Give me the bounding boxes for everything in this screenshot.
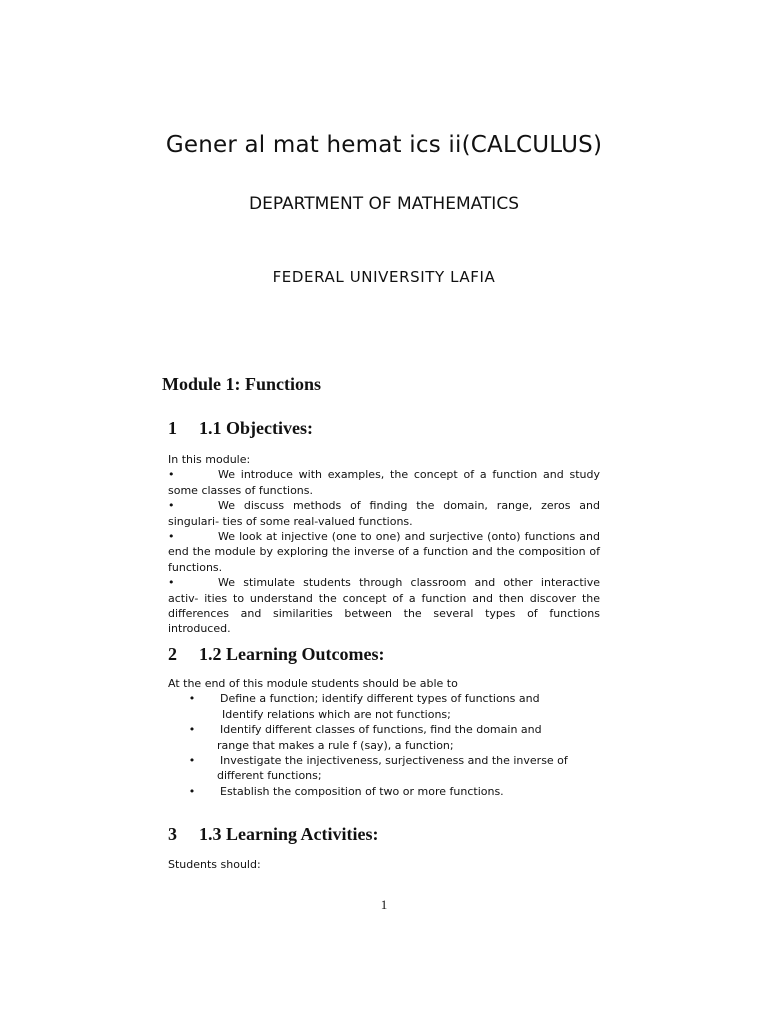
outcome-item <box>168 722 608 753</box>
section-number: 3 <box>168 824 177 844</box>
objective-item <box>168 575 600 637</box>
section-heading-learning-activities <box>168 824 378 845</box>
objective-item <box>168 467 600 498</box>
objectives-block <box>168 452 600 637</box>
outcome-line: Investigate the injectiveness, surjectiveness and the inverse of <box>220 754 568 768</box>
document-title: Gener al mat hemat ics ii(CALCULUS) <box>165 132 603 158</box>
bullet-icon: • <box>188 784 196 798</box>
outcome-item <box>168 691 608 722</box>
section-heading-objectives <box>168 418 313 439</box>
bullet-icon: • <box>188 723 196 737</box>
bullet-icon: • <box>168 576 175 590</box>
bullet-icon: • <box>168 530 175 544</box>
outcome-line: different functions; <box>217 769 322 783</box>
outcome-item <box>168 753 608 784</box>
section-number: 2 <box>168 644 177 664</box>
department-name: DEPARTMENT OF MATHEMATICS <box>249 194 519 214</box>
university-name: FEDERAL UNIVERSITY LAFIA <box>272 268 496 286</box>
page-number: 1 <box>380 897 388 912</box>
outcome-line: Identify different classes of functions, find the domain and <box>220 723 542 737</box>
section-number: 1 <box>168 418 177 438</box>
section-title: 1.3 Learning Activities: <box>199 824 379 844</box>
outcome-line: Define a function; identify different types of functions and <box>220 692 540 706</box>
bullet-icon: • <box>188 754 196 768</box>
section-title: 1.2 Learning Outcomes: <box>199 644 385 664</box>
bullet-icon: • <box>168 499 175 513</box>
learning-activities-intro: Students should: <box>168 858 261 871</box>
outcome-item <box>168 784 608 799</box>
outcome-line: range that makes a rule f (say), a function; <box>217 738 454 752</box>
objective-text: We discuss methods of finding the domain, range, zeros and singulari- ties of some real-valued functions. <box>168 499 600 528</box>
outcome-line: Identify relations which are not functions; <box>222 707 451 721</box>
module-heading: Module 1: Functions <box>162 374 322 394</box>
objective-text: We stimulate students through classroom and other interactive activ- ities to understand the concept of a function and then discover the differences and similarities between the several types of functions introduced. <box>168 576 600 636</box>
learning-outcomes-intro: At the end of this module students should be able to <box>168 677 458 690</box>
section-heading-learning-outcomes <box>168 644 384 665</box>
objective-text: We look at injective (one to one) and surjective (onto) functions and end the module by exploring the inverse of a function and the composition of functions. <box>168 530 600 574</box>
learning-outcomes-block <box>168 676 608 799</box>
bullet-icon: • <box>188 692 196 706</box>
objective-text: We introduce with examples, the concept of a function and study some classes of functions. <box>168 468 600 497</box>
objective-item <box>168 498 600 529</box>
section-title: 1.1 Objectives: <box>199 418 313 438</box>
objective-item <box>168 529 600 575</box>
bullet-icon: • <box>168 468 175 482</box>
objectives-intro: In this module: <box>168 453 251 466</box>
outcome-line: Establish the composition of two or more functions. <box>220 784 504 798</box>
